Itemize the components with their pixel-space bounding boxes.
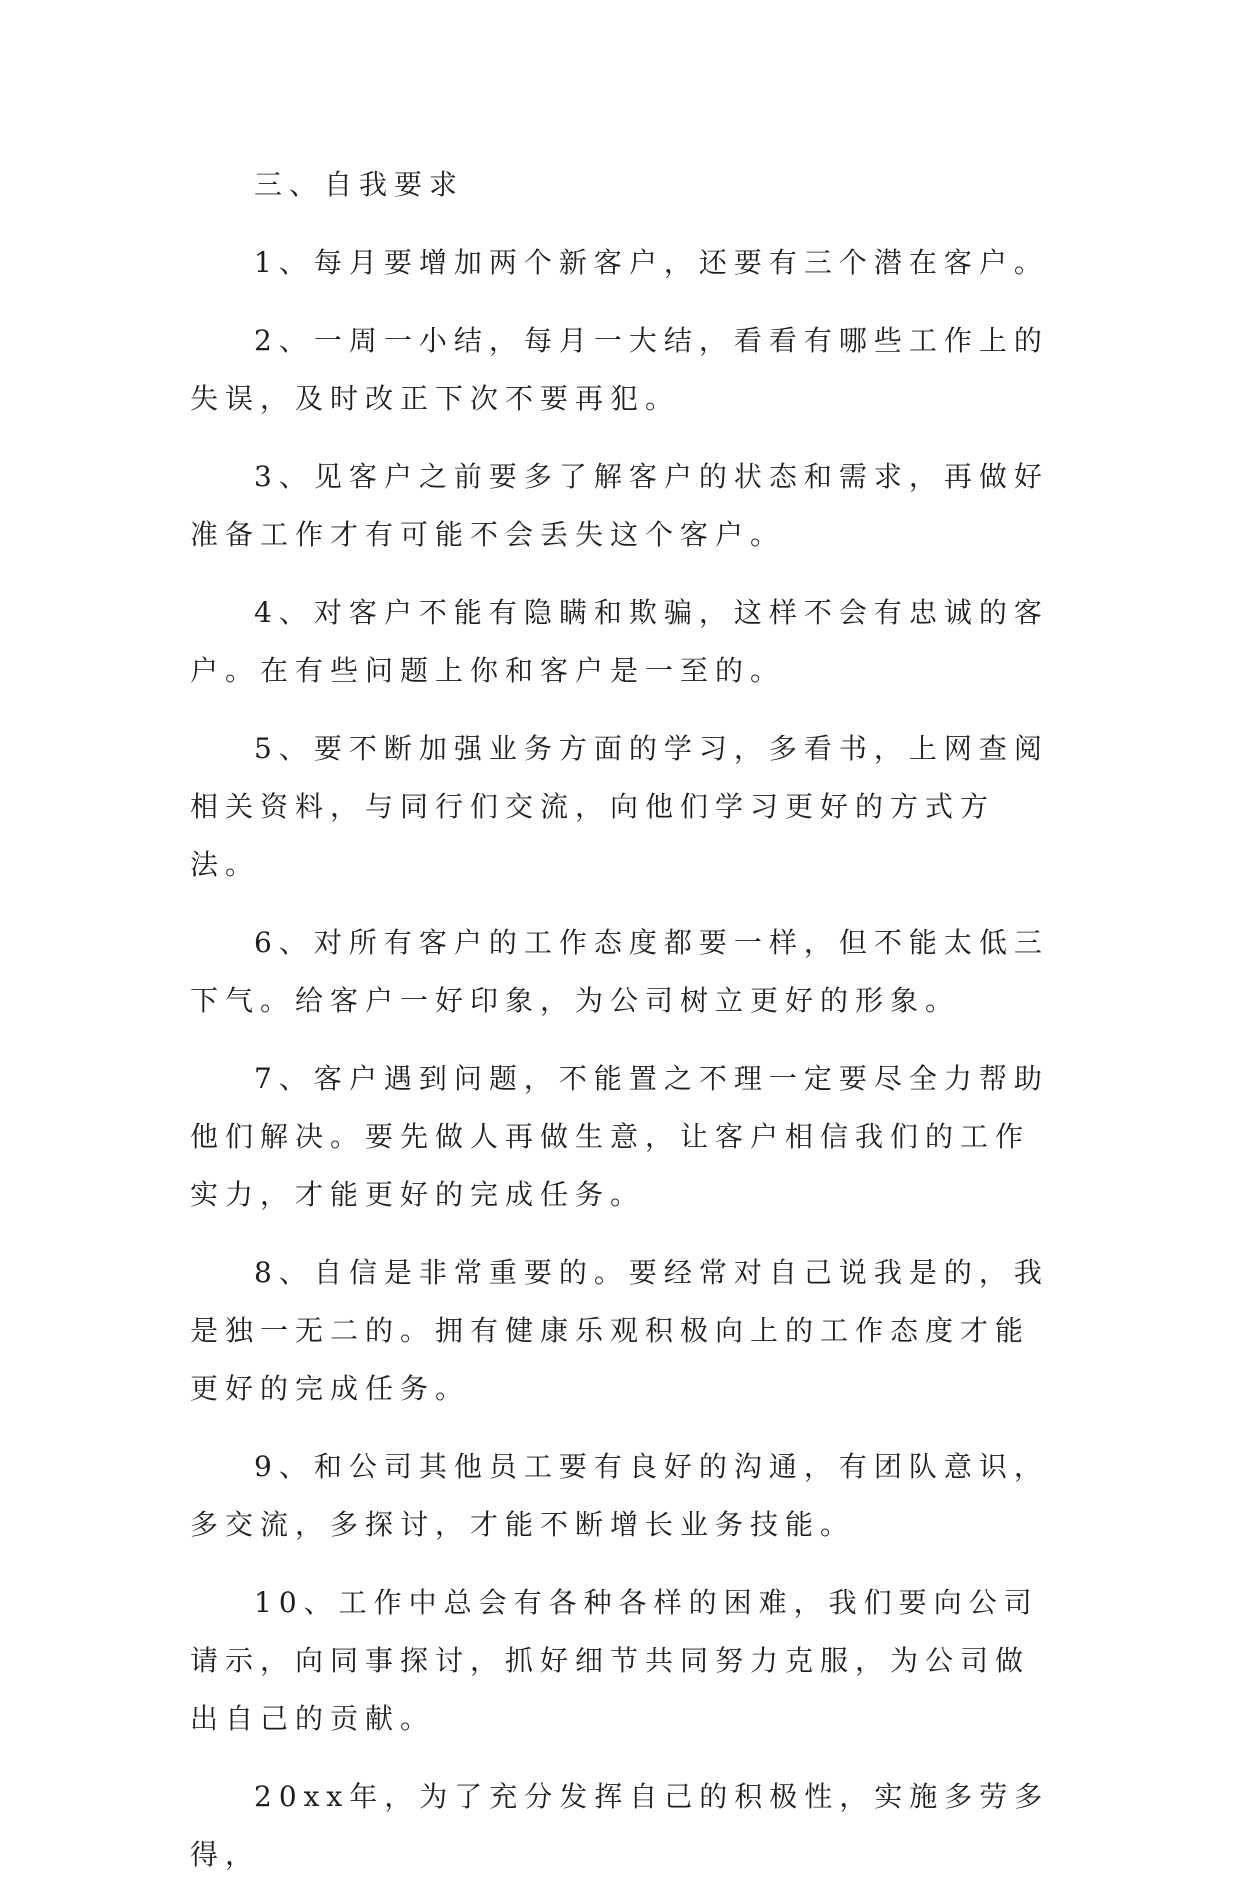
paragraph-7: 7、客户遇到问题，不能置之不理一定要尽全力帮助他们解决。要先做人再做生意，让客户相信我们的工作实力，才能更好的完成任务。 (190, 1062, 1049, 1211)
paragraph-2: 2、一周一小结，每月一大结，看看有哪些工作上的失误，及时改正下次不要再犯。 (190, 324, 1049, 415)
paragraph-10: 10、工作中总会有各种各样的困难，我们要向公司请示，向同事探讨，抓好细节共同努力克服，为公司做出自己的贡献。 (190, 1586, 1039, 1735)
document-body (190, 156, 1052, 1904)
paragraph-1: 1、每月要增加两个新客户，还要有三个潜在客户。 (254, 246, 1049, 279)
paragraph-3: 3、见客户之前要多了解客户的状态和需求，再做好准备工作才有可能不会丢失这个客户。 (190, 460, 1049, 551)
paragraph-8: 8、自信是非常重要的。要经常对自己说我是的，我是独一无二的。拥有健康乐观积极向上的工作态度才能更好的完成任务。 (190, 1256, 1049, 1405)
paragraph-11: 20xx年，为了充分发挥自己的积极性，实施多劳多得， (190, 1780, 1050, 1871)
section-heading: 三、自我要求 (254, 168, 465, 201)
paragraph-9: 9、和公司其他员工要有良好的沟通，有团队意识，多交流，多探讨，才能不断增长业务技能。 (190, 1450, 1049, 1541)
paragraph-4: 4、对客户不能有隐瞒和欺骗，这样不会有忠诚的客户。在有些问题上你和客户是一至的。 (190, 596, 1049, 687)
paragraph-5: 5、要不断加强业务方面的学习，多看书，上网查阅相关资料，与同行们交流，向他们学习更好的方式方法。 (190, 732, 1049, 881)
paragraph-6: 6、对所有客户的工作态度都要一样，但不能太低三下气。给客户一好印象，为公司树立更好的形象。 (190, 926, 1049, 1017)
